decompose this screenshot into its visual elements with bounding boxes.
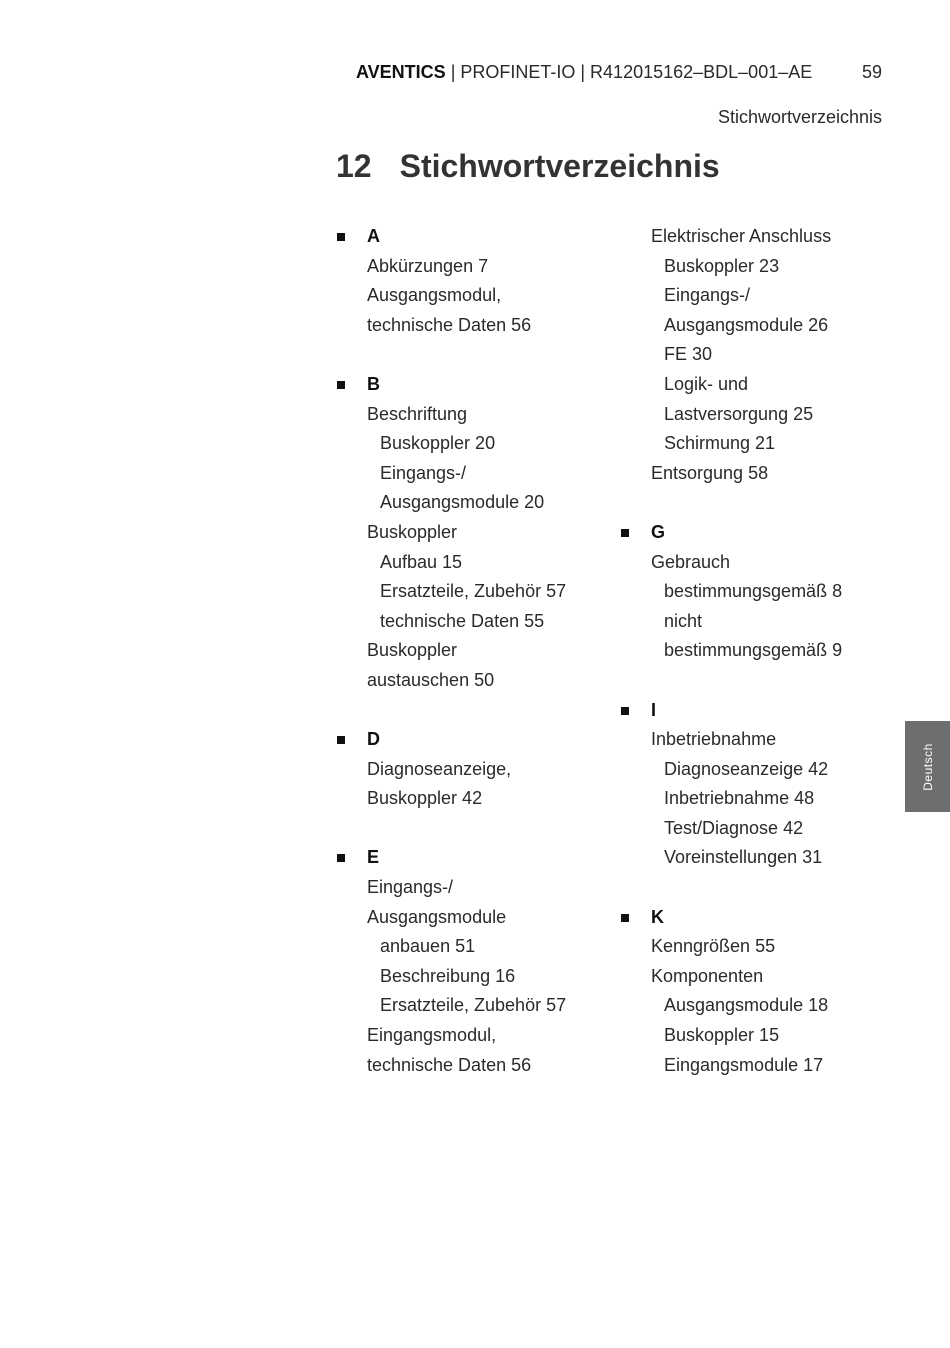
square-bullet-icon <box>337 736 345 744</box>
index-column-right <box>620 222 880 1080</box>
square-bullet-icon <box>621 529 629 537</box>
index-subentry: Logik- und <box>664 373 749 394</box>
square-bullet-icon <box>621 914 629 922</box>
index-entry: Entsorgung 58 <box>651 462 769 483</box>
index-letter: D <box>367 729 380 750</box>
index-entry: austauschen 50 <box>367 669 495 690</box>
index-entry: technische Daten 56 <box>367 1054 532 1075</box>
index-entry: Eingangsmodul, <box>367 1025 497 1046</box>
index-entry: Diagnoseanzeige, <box>367 758 512 779</box>
index-letter-heading <box>620 903 880 933</box>
document-id: | PROFINET-IO | R412015162–BDL–001–AE <box>445 62 813 82</box>
index-entry: Buskoppler <box>367 521 458 542</box>
index-entry: Buskoppler 42 <box>367 788 483 809</box>
index-subentry: Buskoppler 20 <box>380 433 496 454</box>
index-entry: Abkürzungen 7 <box>367 255 489 276</box>
index-spacer <box>620 488 880 518</box>
index-subentry: Test/Diagnose 42 <box>664 817 804 838</box>
chapter-title-text: Stichwortverzeichnis <box>399 148 720 184</box>
index-subentry: anbauen 51 <box>380 936 476 957</box>
index-entry: Buskoppler <box>367 640 458 661</box>
index-subentry: FE 30 <box>664 344 713 365</box>
index-subentry: Ersatzteile, Zubehör 57 <box>380 995 567 1016</box>
index-entry: Inbetriebnahme <box>651 729 777 750</box>
chapter-number: 12 <box>336 148 372 184</box>
index-entry: Elektrischer Anschluss <box>651 226 832 246</box>
index-subentry: Eingangs-/ <box>380 462 467 483</box>
index-spacer <box>336 814 596 844</box>
index-spacer <box>620 873 880 903</box>
index-letter: K <box>651 906 664 927</box>
square-bullet-icon <box>337 381 345 389</box>
index-entry: Beschriftung <box>367 403 468 424</box>
index-entry: Gebrauch <box>651 551 731 572</box>
index-letter: G <box>651 521 666 542</box>
index-subentry: Ausgangsmodule 20 <box>380 492 545 513</box>
index-entry: Komponenten <box>651 965 764 986</box>
index-subentry: Eingangsmodule 17 <box>664 1054 824 1075</box>
index-entry: Eingangs-/ <box>367 877 454 898</box>
index-entry: Kenngrößen 55 <box>651 936 776 957</box>
language-tab-label: Deutsch <box>920 742 935 791</box>
index-letter-heading <box>336 725 596 755</box>
index-entry: Ausgangsmodule <box>367 906 507 927</box>
index-column-left <box>336 222 596 1080</box>
index-subentry: Eingangs-/ <box>664 285 751 306</box>
index-subentry: bestimmungsgemäß 8 <box>664 581 843 602</box>
index-entry: technische Daten 56 <box>367 314 532 335</box>
index-subentry: Buskoppler 23 <box>664 255 780 276</box>
index-subentry: Ausgangsmodule 26 <box>664 314 829 335</box>
index-spacer <box>620 666 880 696</box>
index-entry: Ausgangsmodul, <box>367 285 502 306</box>
index-subentry: Schirmung 21 <box>664 433 776 454</box>
index-letter-heading <box>336 843 596 873</box>
index-subentry: Buskoppler 15 <box>664 1025 780 1046</box>
index-letter: A <box>367 226 380 246</box>
index-letter-heading <box>620 518 880 548</box>
index-letter: I <box>651 699 657 720</box>
index-letter-heading <box>336 370 596 400</box>
chapter-title <box>336 148 720 185</box>
index-letter-heading <box>620 696 880 726</box>
index-letter: E <box>367 847 380 868</box>
index-subentry: Beschreibung 16 <box>380 965 516 986</box>
brand-name: AVENTICS <box>356 62 446 82</box>
index-letter-heading <box>336 222 596 252</box>
index-subentry: Diagnoseanzeige 42 <box>664 758 829 779</box>
running-header <box>356 62 882 83</box>
language-tab <box>905 721 950 812</box>
square-bullet-icon <box>337 233 345 241</box>
index-subentry: Inbetriebnahme 48 <box>664 788 815 809</box>
index-spacer <box>336 696 596 726</box>
index-subentry: technische Daten 55 <box>380 610 545 631</box>
square-bullet-icon <box>621 707 629 715</box>
index-subentry: Ersatzteile, Zubehör 57 <box>380 581 567 602</box>
square-bullet-icon <box>337 854 345 862</box>
page-number: 59 <box>861 62 882 82</box>
index-subentry: Aufbau 15 <box>380 551 463 572</box>
index-subentry: Ausgangsmodule 18 <box>664 995 829 1016</box>
index-letter: B <box>367 373 380 394</box>
index-subentry: Lastversorgung 25 <box>664 403 814 424</box>
section-label: Stichwortverzeichnis <box>717 107 882 127</box>
index-spacer <box>336 340 596 370</box>
index-subentry: bestimmungsgemäß 9 <box>664 640 843 661</box>
index-subentry: nicht <box>664 610 703 631</box>
index-subentry: Voreinstellungen 31 <box>664 847 823 868</box>
